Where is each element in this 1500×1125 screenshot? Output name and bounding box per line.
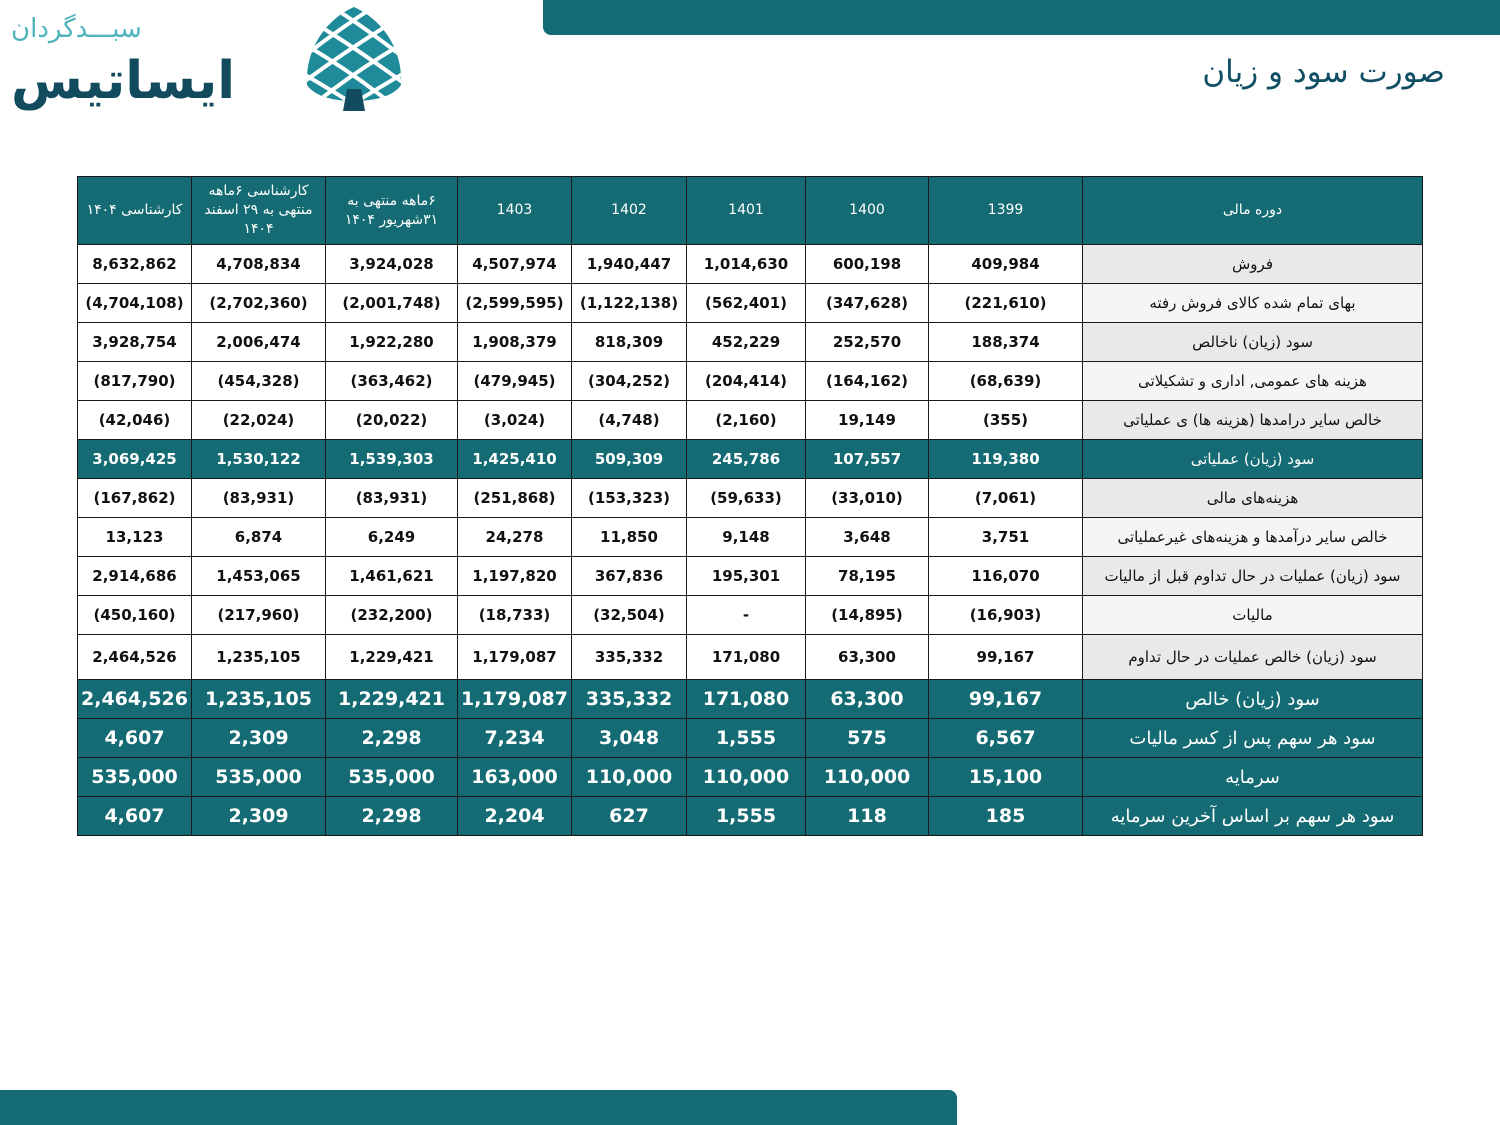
value-cell: 7,234 [458, 719, 572, 758]
row-label: سود هر سهم پس از کسر مالیات [1083, 719, 1423, 758]
value-cell: (251,868) [458, 479, 572, 518]
value-cell: 110,000 [572, 758, 687, 797]
table-row [78, 680, 1423, 719]
value-cell: 118 [806, 797, 929, 836]
row-label: مالیات [1083, 596, 1423, 635]
table-row [78, 284, 1423, 323]
value-cell: 627 [572, 797, 687, 836]
value-cell: 1,229,421 [326, 680, 458, 719]
value-cell: 535,000 [192, 758, 326, 797]
value-cell: 2,298 [326, 719, 458, 758]
table-row [78, 797, 1423, 836]
table-row [78, 518, 1423, 557]
value-cell: (59,633) [687, 479, 806, 518]
row-label: هزینه های عمومی, اداری و تشکیلاتی [1083, 362, 1423, 401]
row-label: سود (زیان) ناخالص [1083, 323, 1423, 362]
value-cell: 110,000 [806, 758, 929, 797]
value-cell: (355) [929, 401, 1083, 440]
value-cell: 3,648 [806, 518, 929, 557]
value-cell: (454,328) [192, 362, 326, 401]
value-cell: (68,639) [929, 362, 1083, 401]
value-cell: 171,080 [687, 680, 806, 719]
value-cell: 535,000 [326, 758, 458, 797]
value-cell: (33,010) [806, 479, 929, 518]
value-cell: 2,298 [326, 797, 458, 836]
value-cell: 409,984 [929, 245, 1083, 284]
value-cell: (3,024) [458, 401, 572, 440]
value-cell: (347,628) [806, 284, 929, 323]
value-cell: 188,374 [929, 323, 1083, 362]
row-label: سود هر سهم بر اساس آخرین سرمایه [1083, 797, 1423, 836]
value-cell: 99,167 [929, 680, 1083, 719]
value-cell: 11,850 [572, 518, 687, 557]
value-cell: (2,001,748) [326, 284, 458, 323]
value-cell: 1,197,820 [458, 557, 572, 596]
header-1401: 1401 [687, 177, 806, 245]
header-forecast-1404: کارشناسی ۱۴۰۴ [78, 177, 192, 245]
bottom-banner [0, 1090, 957, 1125]
value-cell: 4,607 [78, 719, 192, 758]
value-cell: 1,235,105 [192, 635, 326, 680]
value-cell: (4,748) [572, 401, 687, 440]
value-cell: (42,046) [78, 401, 192, 440]
value-cell: 78,195 [806, 557, 929, 596]
value-cell: 1,555 [687, 797, 806, 836]
page-title: صورت سود و زیان [1202, 54, 1445, 90]
value-cell: 3,048 [572, 719, 687, 758]
value-cell: 8,632,862 [78, 245, 192, 284]
value-cell: (562,401) [687, 284, 806, 323]
value-cell: 1,453,065 [192, 557, 326, 596]
value-cell: (1,122,138) [572, 284, 687, 323]
value-cell: (16,903) [929, 596, 1083, 635]
value-cell: 1,425,410 [458, 440, 572, 479]
value-cell: 4,507,974 [458, 245, 572, 284]
value-cell: 2,914,686 [78, 557, 192, 596]
value-cell: 452,229 [687, 323, 806, 362]
table-row [78, 479, 1423, 518]
value-cell: (817,790) [78, 362, 192, 401]
value-cell: 1,461,621 [326, 557, 458, 596]
header-1399: 1399 [929, 177, 1083, 245]
value-cell: - [687, 596, 806, 635]
value-cell: 63,300 [806, 680, 929, 719]
value-cell: 245,786 [687, 440, 806, 479]
value-cell: 2,006,474 [192, 323, 326, 362]
value-cell: (164,162) [806, 362, 929, 401]
row-label: سود (زیان) عملیاتی [1083, 440, 1423, 479]
value-cell: 1,179,087 [458, 635, 572, 680]
value-cell: 1,014,630 [687, 245, 806, 284]
value-cell: 3,069,425 [78, 440, 192, 479]
value-cell: 1,908,379 [458, 323, 572, 362]
value-cell: (7,061) [929, 479, 1083, 518]
value-cell: 2,464,526 [78, 635, 192, 680]
value-cell: (14,895) [806, 596, 929, 635]
table-row [78, 362, 1423, 401]
table-header-row [78, 177, 1423, 245]
value-cell: 9,148 [687, 518, 806, 557]
value-cell: 2,309 [192, 797, 326, 836]
income-statement-table [77, 176, 1423, 836]
value-cell: 509,309 [572, 440, 687, 479]
value-cell: 195,301 [687, 557, 806, 596]
value-cell: (83,931) [192, 479, 326, 518]
row-label: خالص سایر درآمدها و هزینه‌های غیرعملیاتی [1083, 518, 1423, 557]
tree-logo-icon [303, 5, 405, 113]
value-cell: 575 [806, 719, 929, 758]
value-cell: (221,610) [929, 284, 1083, 323]
row-label: سود (زیان) خالص عملیات در حال تداوم [1083, 635, 1423, 680]
value-cell: (2,160) [687, 401, 806, 440]
row-label: بهای تمام شده کالای فروش رفته [1083, 284, 1423, 323]
value-cell: (304,252) [572, 362, 687, 401]
value-cell: 4,708,834 [192, 245, 326, 284]
table-row [78, 440, 1423, 479]
value-cell: (18,733) [458, 596, 572, 635]
row-label: هزینه‌های مالی [1083, 479, 1423, 518]
value-cell: 3,751 [929, 518, 1083, 557]
value-cell: 63,300 [806, 635, 929, 680]
top-banner [543, 0, 1500, 35]
value-cell: 13,123 [78, 518, 192, 557]
value-cell: 367,836 [572, 557, 687, 596]
logo-name: ایساتیس [11, 51, 236, 111]
table-row [78, 635, 1423, 680]
value-cell: 1,922,280 [326, 323, 458, 362]
value-cell: 6,874 [192, 518, 326, 557]
value-cell: (83,931) [326, 479, 458, 518]
value-cell: 818,309 [572, 323, 687, 362]
value-cell: 1,555 [687, 719, 806, 758]
value-cell: 171,080 [687, 635, 806, 680]
table-row [78, 557, 1423, 596]
value-cell: 335,332 [572, 680, 687, 719]
value-cell: 2,204 [458, 797, 572, 836]
row-label: سود (زیان) خالص [1083, 680, 1423, 719]
logo-subtitle: سبـــدگردان [11, 14, 142, 44]
value-cell: 110,000 [687, 758, 806, 797]
value-cell: (4,704,108) [78, 284, 192, 323]
row-label: فروش [1083, 245, 1423, 284]
value-cell: 1,179,087 [458, 680, 572, 719]
value-cell: (232,200) [326, 596, 458, 635]
value-cell: 19,149 [806, 401, 929, 440]
value-cell: (204,414) [687, 362, 806, 401]
header-1402: 1402 [572, 177, 687, 245]
row-label: سود (زیان) عملیات در حال تداوم قبل از مالیات [1083, 557, 1423, 596]
company-logo [5, 5, 405, 120]
value-cell: 185 [929, 797, 1083, 836]
value-cell: (479,945) [458, 362, 572, 401]
value-cell: 252,570 [806, 323, 929, 362]
value-cell: 24,278 [458, 518, 572, 557]
header-forecast-6m: کارشناسی ۶ماهه منتهی به ۲۹ اسفند ۱۴۰۴ [192, 177, 326, 245]
value-cell: (450,160) [78, 596, 192, 635]
value-cell: (2,599,595) [458, 284, 572, 323]
table-row [78, 245, 1423, 284]
value-cell: 116,070 [929, 557, 1083, 596]
value-cell: 15,100 [929, 758, 1083, 797]
table-row [78, 596, 1423, 635]
value-cell: 1,530,122 [192, 440, 326, 479]
value-cell: 99,167 [929, 635, 1083, 680]
value-cell: 163,000 [458, 758, 572, 797]
value-cell: 535,000 [78, 758, 192, 797]
table-row [78, 758, 1423, 797]
value-cell: 1,539,303 [326, 440, 458, 479]
header-1400: 1400 [806, 177, 929, 245]
value-cell: (20,022) [326, 401, 458, 440]
value-cell: 2,309 [192, 719, 326, 758]
value-cell: 3,924,028 [326, 245, 458, 284]
value-cell: 6,567 [929, 719, 1083, 758]
row-label: خالص سایر درامدها (هزینه ها) ی عملیاتی [1083, 401, 1423, 440]
header-1403: 1403 [458, 177, 572, 245]
value-cell: 1,229,421 [326, 635, 458, 680]
value-cell: (153,323) [572, 479, 687, 518]
row-label: سرمایه [1083, 758, 1423, 797]
value-cell: (167,862) [78, 479, 192, 518]
value-cell: (217,960) [192, 596, 326, 635]
value-cell: (363,462) [326, 362, 458, 401]
value-cell: 119,380 [929, 440, 1083, 479]
header-period: دوره مالی [1083, 177, 1423, 245]
table-row [78, 401, 1423, 440]
table-row [78, 323, 1423, 362]
value-cell: 3,928,754 [78, 323, 192, 362]
value-cell: 600,198 [806, 245, 929, 284]
table-row [78, 719, 1423, 758]
value-cell: 107,557 [806, 440, 929, 479]
value-cell: 335,332 [572, 635, 687, 680]
value-cell: (32,504) [572, 596, 687, 635]
value-cell: 2,464,526 [78, 680, 192, 719]
value-cell: 1,940,447 [572, 245, 687, 284]
value-cell: 4,607 [78, 797, 192, 836]
value-cell: 6,249 [326, 518, 458, 557]
header-6m-1404: ۶ماهه منتهی به ۳۱شهریور ۱۴۰۴ [326, 177, 458, 245]
value-cell: (22,024) [192, 401, 326, 440]
value-cell: 1,235,105 [192, 680, 326, 719]
value-cell: (2,702,360) [192, 284, 326, 323]
